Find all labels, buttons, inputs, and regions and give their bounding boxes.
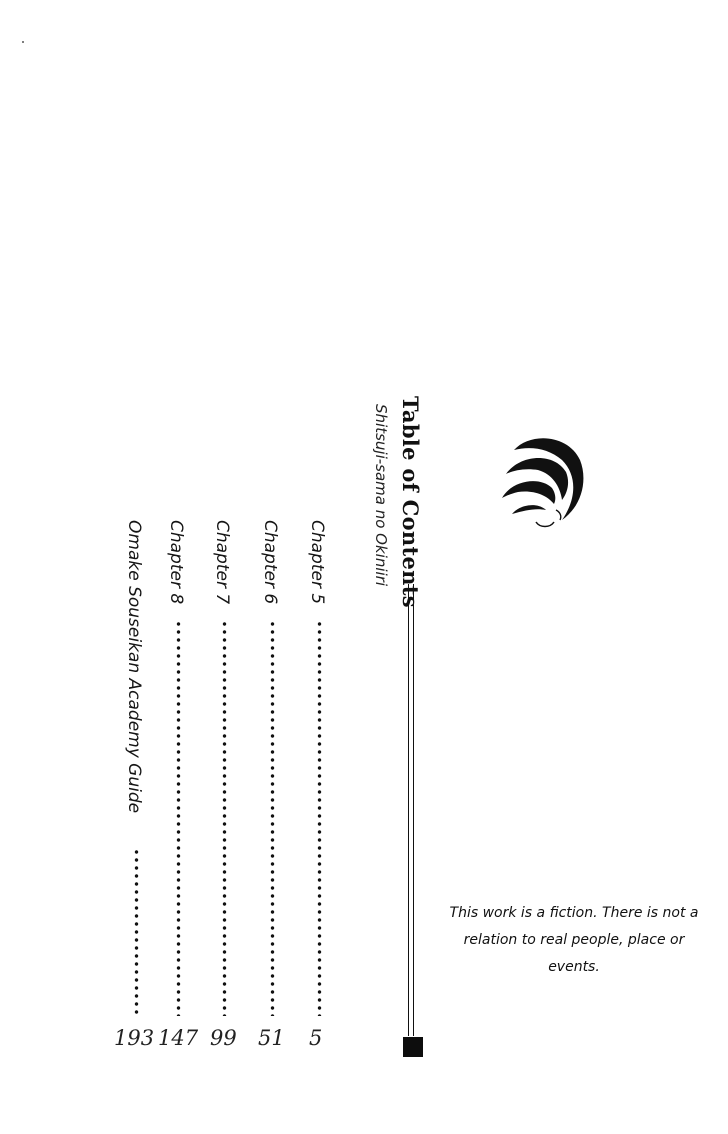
swirl-emblem-icon (496, 430, 588, 532)
toc-entry-page: 147 (158, 1026, 199, 1050)
fiction-notice-line-2: relation to real people, place or events. (463, 932, 685, 975)
toc-entry-label: Chapter 7 (212, 520, 232, 605)
toc-entry-label: Chapter 8 (166, 520, 186, 605)
toc-entry-label: Omake Souseikan Academy Guide (124, 520, 144, 814)
toc-leader-dots (134, 848, 139, 1016)
toc-entry-page: 193 (114, 1026, 155, 1050)
toc-entry-label: Chapter 6 (260, 520, 280, 605)
toc-entry-page: 5 (309, 1026, 323, 1050)
toc-leader-dots (317, 620, 322, 1016)
toc-subtitle: Shitsuji-sama no Okiniiri (372, 404, 390, 587)
toc-title: Table of Contents (398, 396, 423, 608)
fiction-notice (444, 900, 704, 981)
toc-leader-dots (222, 620, 227, 1016)
toc-entry-page: 51 (258, 1026, 285, 1050)
paper-speck (22, 41, 24, 43)
toc-entry-page: 99 (210, 1026, 237, 1050)
fiction-notice-line-1: This work is a fiction. There is not a (449, 905, 699, 921)
toc-leader-dots (270, 620, 275, 1016)
toc-entry-label: Chapter 5 (307, 520, 327, 605)
rule-end-block (403, 1037, 423, 1057)
toc-leader-dots (176, 620, 181, 1016)
title-double-rule (408, 584, 414, 1036)
